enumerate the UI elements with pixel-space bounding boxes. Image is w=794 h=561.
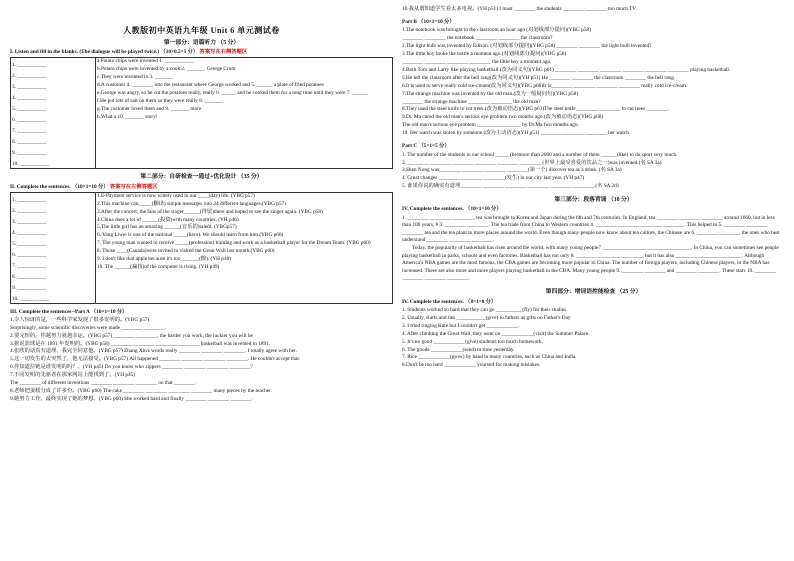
part3-line: 9.她努力工作，最终实现了她的梦想。(YBG p60) She worked hard and finally ________ ________ ________. (10, 395, 253, 402)
partB-line: ________ ________ ________ ________ the little boy a moment ago. (402, 59, 552, 66)
partB-line: 3.The little boy broke the bottle a moment ago.(对划线部分提问)(YBG p58) (402, 51, 567, 58)
part5-line: 2. Usually, shirts and ties ___________(give) to fathers as gifts on Father's Day (402, 314, 571, 321)
part3-line: 5.这一切发生的太突然了，他无法接受。(YBG p57) All happened ________ ________ ________ ________. He couldn't accept that. (10, 356, 301, 363)
listening-item: b.Potato chips were invented by a cook 2. _______ George Crum (97, 66, 236, 73)
answer-blank[interactable]: 4. ___________ (12, 95, 47, 102)
partB-line: The old man's serious eye problem ________ ________ by Dr.Ma two months ago. (402, 122, 579, 129)
partB-line: 9.Dr. Ma cured the old man's serious eye problem two months ago.(改为被动语态)(YBG p60) (402, 114, 604, 121)
part4-heading: 第三部分：段落背诵 （10 分） (554, 197, 633, 204)
partB-line: 8.They used the steel knife to cut trees.(改为被动语态)(YBG p61)The steel knife ________ ________ to cut trees ________. (402, 106, 669, 113)
answer-blank[interactable]: 2. ___________ (12, 207, 47, 214)
answer-blank[interactable]: 1. ___________ (12, 196, 47, 203)
part5-line: 8.Don't be too hard ____________ yourself for making mistakes. (402, 362, 541, 369)
answer-blank[interactable]: 10. ___________ (12, 295, 50, 302)
part3-line: 4.张欣的话真有道理，我完全同意他。(YBG p57) Zhang Xin's words really ________ ________ ________. I totally agree with her. (10, 348, 297, 355)
listening-item: f.He put lots of salt on them so they were really 8. _______ (97, 97, 223, 104)
sentence-item: 9. I don't like that apple because it's too_______(酸). (YH p48) (97, 256, 232, 263)
sentences-items (96, 192, 393, 303)
part5-line: 4. After climbing the Great Wall, they went on ____________(visit) the Summer Palace. (402, 330, 590, 337)
partB-line: 10. Her watch was stolen by someone.(改为主动语态)(YH p51) ________ ________ ________ her watch. (402, 130, 631, 137)
part3-line: Surprisingly, some scientific discoveries were made ________ ________. (10, 324, 167, 331)
part5-line: 1. Students worked so hard that they can go __________(fly) for their studies. (402, 307, 568, 314)
right-column (402, 6, 785, 370)
sentences-answer-column[interactable] (11, 192, 96, 303)
answer-blank[interactable]: 6. ___________ (12, 117, 47, 124)
part5-heading: 第四部分：增词语控能检查 （25 分） (545, 289, 642, 296)
partC-line: 3.Shen Nong was________ ________ ________ ________(第一个) discover tea as a drink. (名 SA 3a) (402, 167, 622, 174)
part2-instruction: II. Complete the sentences. （10×1=10 分） 答案写在左侧答题区 (10, 183, 158, 190)
part3-line-10: 10.我从谓知道学生看太多电视。(YH p51) I must ________ the students ________ ________ too much TV. (402, 6, 637, 12)
partC-line: 4. Great changes ________ ________ ________(发生) in our city last year. (YH p47) (402, 175, 585, 182)
sentence-item: 8. Those ____(Canada)were invited to visited the Great Wall last month.(YBG p60) (97, 248, 275, 255)
answer-blank[interactable]: 5. ___________ (12, 106, 47, 113)
answer-blank[interactable]: 2. ___________ (12, 73, 47, 80)
listening-item: a.Potato chips were invented 1. ___________ (97, 58, 194, 65)
sentence-item: 1.E-Payment service is now widely used in our ____(day) life. (YBG p57) (97, 192, 255, 199)
part1-instruction: I. Listen and fill in the blanks. (The dialogue will be played twice.) （10×0.5=5 分） 答案写在右侧答题区 (10, 49, 248, 56)
answer-blank[interactable]: 9. ___________ (12, 150, 47, 157)
part4-paragraph: Today, the popularity of basketball has risen around the world, with many young people7 ________ ________ ________ ________. In China, you can sometimes see people playing basketball in parks, schools and even factories. Basketball has not only 8. ________ ________ ________, but it has also ________ ________ ________. Although America's NBA games are the most famous, the CBA games are becoming more popular in China. The number of foreign players, including Chinese players, in the NBA has increased. There are also more and more players playing basketball in the CBA. Many young people 9. ________ ________ and ________ ________. These stars 10. ________ ________ ________ ________. (402, 245, 779, 282)
answer-blank[interactable]: 5. ___________ (12, 240, 47, 247)
partB-line: 4.Both Tom and Larry like playing basketball.(改为同义句)(YBG p61) ________ ________ ________ ________ ________ ________ playing basketball. (402, 66, 731, 73)
listening-items (96, 58, 393, 169)
answer-blank[interactable]: 1. ___________ (12, 62, 47, 69)
sentence-item: 6. Yang Liwei is one of the national _____(hero). We should learn from him.(YBG p60) (97, 232, 284, 239)
answer-blank[interactable]: 3. ___________ (12, 84, 47, 91)
listening-item: h.What a 10. _______ story! (97, 113, 158, 120)
partC-line: 2. ________ ________ ________ ________ ________ ________ (世界上最受喜爱的饮品之一)was invented.(名 SA 3a) (402, 159, 662, 166)
answer-blank[interactable]: 10. ___________ (12, 161, 50, 168)
part3-heading: III. Complete the sentences--Part A （10×1=10 分） (10, 308, 128, 315)
part4-instruction: IV. Complete the sentences. （10×1=10 分） (402, 206, 502, 213)
part5-line: 7. Rice ____________(grow) by hand in many countries, such as China and India. (402, 354, 577, 361)
partB-line: 5.He left the classroom after the bell rang(改为同义句)(YH p51) He ________ ________ the classroom ________ the bell rang. (402, 74, 676, 81)
sentence-item: 7. The young man wanted to receive _____(profession) training and work as a basketball player for the Dream Team. (YBG p60) (97, 240, 371, 247)
answer-blank[interactable]: 7. ___________ (12, 128, 47, 135)
listening-answer-column[interactable] (11, 58, 96, 169)
partB-line: 6.It is used to serve really cold ice-cream(改为同义句)(YBG p60)It is________ ________ ________ ________ really cold ice-cream. (402, 82, 688, 89)
answer-blank[interactable]: 9. ___________ (12, 284, 47, 291)
partB-heading: Part B （10×1=10 分） (402, 18, 455, 25)
page-title: 人教版初中英语九年级 Unit 6 单元测试卷 (123, 26, 280, 35)
partC-heading: Part C （5×1=5 分） (402, 143, 450, 150)
sentence-item: 10. The ______(赢技)of the computer is rising. (YH p49) (97, 263, 220, 270)
sentence-item: 5.The little girl has an amazing ______(音乐的)talent. (YBGp57) (97, 224, 237, 231)
part3-line: The ________ of different inventions ________ ________ ________ on that ________. (10, 380, 197, 387)
partB-line: 2.The light bulb was invented by Edison. (对划线部分提问)(YBG p58) ________ ________ the light bulb invented? (402, 43, 652, 50)
partB-line: 1.The notebook was brought to the classroom an hour ago (对划线部分提问)(YBG p58) (402, 27, 591, 34)
part3-line: 2.要完短的，你越努力就越幸运。(YBG p57) ________ ________, the harder you work, the luckier you will be (10, 332, 253, 339)
part3-line: 1.令人惊讶的是，一些科学家发现了很多发明的。(YBG p57) (10, 316, 150, 323)
part5-line: 5. It's no good ____________(give) students too much homework. (402, 338, 544, 345)
left-column (10, 6, 393, 404)
answer-blank[interactable]: 3. ___________ (12, 218, 47, 225)
partC-line: 5. 谁果你说的确实有道理________ ________ ________ ________ ________ ________.(名 SA 2d) (402, 183, 619, 190)
part3-line: 7.不同发明的先驱者在那家网站上能找到了。(YH p45) (10, 372, 136, 379)
part4-paragraph: 1. ________ ________ ________, tea was brought to Korea and Japan during the 6th and 7th centuries. In England, tea ________ ________ ________ around 1660, but in less than 100 years, # 3. ________ ________. The tea trade from China to Western countries 4. ________ ________ ________ ________. This helped to 5. ________ ________ ________ tea and the tea plant to more places around the world. Even though many people now know about tea culture, the Chinese are 6. ________ ________ the ones who best understand ________ ________ ________. (402, 214, 780, 244)
partB-line: ________ ________ the notebook ________ ________ the classroom? (402, 35, 553, 42)
partB-line: 7.The strange machine was invented by the old man.(改为一般疑问句)(YBG p58) (402, 90, 579, 97)
listening-item: c.They were invented in 3. _______ (97, 73, 174, 80)
sentence-item: 2.This machine can_____(翻译) simple messages into 24 different languages.(YBG p57) (97, 200, 286, 207)
listening-table (10, 57, 393, 169)
partC-line: 1. The number of the students in our school _____ (be)more than 2000 and a number of them ______(like) to do sport very much. (402, 151, 678, 158)
part3-line: 6.你知道拉链是谁发明的吗？。(YH p45) Do you know who zippers ________ ________ ________ ________? (10, 364, 253, 371)
answer-blank[interactable]: 4. ___________ (12, 229, 47, 236)
answer-blank[interactable]: 7. ___________ (12, 262, 47, 269)
part3-line: 8.老师把蛋糕分成了许多份。(YBG p60) The cake ________ ________ ________ ________ many pieces by the teacher. (10, 387, 272, 394)
listening-item: g.The customer loved them and 9. _______ more (97, 105, 202, 112)
part3-lines (10, 317, 393, 404)
sentences-table (10, 192, 393, 304)
listening-item: d.A customer 4. ________ into the restaurant where George worked and 5. ______ a plate of fried potatoes (97, 81, 324, 88)
part5-instruction: IV. Complete the sentences. （8×1=8 分） (402, 298, 497, 305)
part3-line: 3.据说篮球是在 1891 年发明的。(YBG p58) ________ ________ ________ ________ basketball was invented in 1891. (10, 340, 271, 347)
answer-blank[interactable]: 8. ___________ (12, 273, 47, 280)
part5-line: 3. I tried ringing Kate but I couldn't get ____________. (402, 322, 520, 329)
part5-line: 6. The goods ____________(send) in time yesterday. (402, 346, 515, 353)
part2-heading: 第二部分：自研检查一通过+优化设计 （35 分） (140, 174, 263, 181)
sentence-item: 4.China does a lot of ______(投资)with many countries. (YH p46) (97, 216, 239, 223)
answer-blank[interactable]: 8. ___________ (12, 139, 47, 146)
sentence-item: 3.After the concert, the fans of the singer______(得留)there and hoped to see the singer again. (YBG p58) (97, 208, 323, 215)
answer-blank[interactable]: 6. ___________ (12, 251, 47, 258)
listening-item: e.George was angry, so he cut the potatoes really, really 6. _____, and he cooked them for a long time until they were 7. ______ (97, 89, 369, 96)
partB-line: ________ the strange machine ________ ________ the old man? (402, 98, 541, 105)
part1-heading: 第一部分：语篇听力 （5 分） (163, 39, 240, 46)
